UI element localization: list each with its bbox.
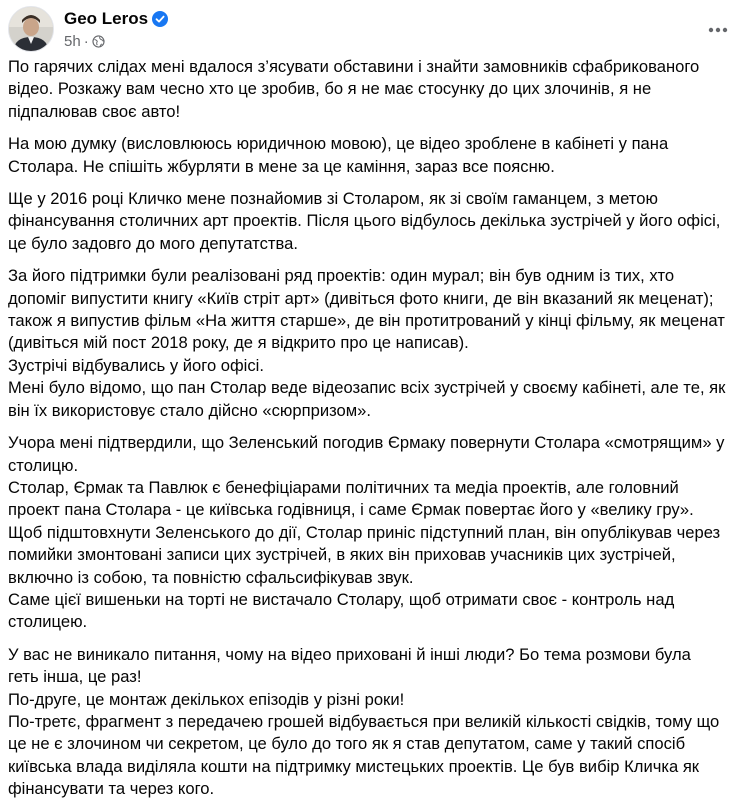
post-paragraph: [8, 644, 738, 801]
paragraph-line: включно із собою, та повністю сфальсифікував звук.: [8, 567, 414, 587]
paragraph-line: відео. Розкажу вам чесно хто це зробив, бо я не має стосунку до цих злочинів, я не: [8, 79, 652, 99]
avatar[interactable]: [8, 6, 54, 52]
author-name[interactable]: Geo Leros: [64, 9, 149, 28]
post-paragraph: [8, 56, 738, 123]
paragraph-line: фінансування столичних арт проектів. Після цього відбулось декілька зустрічей у його офісі,: [8, 211, 721, 231]
paragraph-line: це не є злочином чи секретом, це було до того як я став депутатом, саме у такий спосіб: [8, 734, 686, 754]
paragraph-line: фінансувати та через кого.: [8, 779, 215, 799]
paragraph-line: По гарячих слідах мені вдалося з’ясувати обставини і знайти замовників сфабрикованого: [8, 57, 700, 76]
paragraph-line: допоміг випустити книгу «Київ стріт арт» (дивіться фото книги, де він вказаний як меценат);: [8, 288, 714, 308]
paragraph-line: По-друге, це монтаж декількох епізодів у різні роки!: [8, 689, 405, 709]
avatar-image: [9, 7, 53, 51]
paragraph-line: Столар, Єрмак та Павлюк є бенефіціарами політичних та медіа проектів, але головний: [8, 477, 679, 497]
verified-badge-icon: [152, 11, 168, 27]
paragraph-line: Щоб підштовхнути Зеленського до дії, Столар приніс підступний план, він опублікував через: [8, 522, 721, 542]
more-options-button[interactable]: [700, 12, 736, 48]
paragraph-line: він їх використовує стало дійсно «сюрпризом».: [8, 400, 371, 420]
paragraph-line: геть інша, це раз!: [8, 667, 142, 687]
author-row: [64, 8, 168, 30]
paragraph-line: Ще у 2016 році Кличко мене познайомив зі Столаром, як зі своїм гаманцем, з метою: [8, 189, 658, 209]
more-options-icon: [708, 27, 728, 33]
post-paragraph: [8, 432, 738, 634]
paragraph-line: столицю.: [8, 455, 79, 475]
paragraph-line: У вас не виникало питання, чому на відео приховані й інші люди? Бо тема розмови була: [8, 644, 691, 664]
paragraph-line: (дивіться мій пост 2018 року, де я відкрито про це написав).: [8, 333, 469, 353]
paragraph-line: По-третє, фрагмент з передачею грошей відбувається при великій кількості свідків, тому що: [8, 711, 720, 731]
paragraph-line: підпалював своє авто!: [8, 101, 181, 121]
post-paragraph: [8, 133, 738, 178]
paragraph-line: також я випустив фільм «На життя старше», де він протитрований у кінці фільму, як меценат: [8, 311, 725, 331]
post-timestamp[interactable]: 5h: [64, 33, 81, 50]
paragraph-line: Саме цієї вишеньки на торті не вистачало Столару, щоб отримати своє - контроль над: [8, 589, 675, 609]
meta-separator: ·: [83, 33, 89, 50]
paragraph-line: це було задовго до мого депутатства.: [8, 233, 298, 253]
paragraph-line: На мою думку (висловлююсь юридичною мовою), це відео зроблене в кабінеті у пана: [8, 134, 669, 154]
paragraph-line: столицею.: [8, 612, 88, 632]
paragraph-line: За його підтримки були реалізовані ряд проектів: один мурал; він був одним із тих, хто: [8, 266, 675, 286]
post-paragraph: [8, 265, 738, 422]
paragraph-line: Столара. Не спішіть жбурляти в мене за це каміння, зараз все поясню.: [8, 156, 555, 176]
paragraph-line: Зустрічі відбувались у його офісі.: [8, 355, 264, 375]
post-header: [8, 6, 750, 56]
paragraph-line: київська влада виділяла кошти на підтримку мистецьких проектів. Це був вибір Кличка як: [8, 756, 700, 776]
post-paragraph: [8, 188, 738, 255]
paragraph-line: проект пана Столара - це київська годівниця, і саме Єрмак повертає його у «велику гру».: [8, 500, 694, 520]
paragraph-line: Мені було відомо, що пан Столар веде відеозапис всіх зустрічей у своєму кабінеті, але те, як: [8, 378, 726, 398]
paragraph-line: помийки змонтовані записи цих зустрічей, в яких він приховав учасників цих зустрічей,: [8, 545, 676, 565]
post-text: [8, 56, 738, 811]
globe-icon[interactable]: [92, 35, 105, 48]
paragraph-line: Учора мені підтвердили, що Зеленський погодив Єрмаку повернути Столара «смотрящим» у: [8, 433, 725, 453]
post-meta: [64, 33, 105, 50]
